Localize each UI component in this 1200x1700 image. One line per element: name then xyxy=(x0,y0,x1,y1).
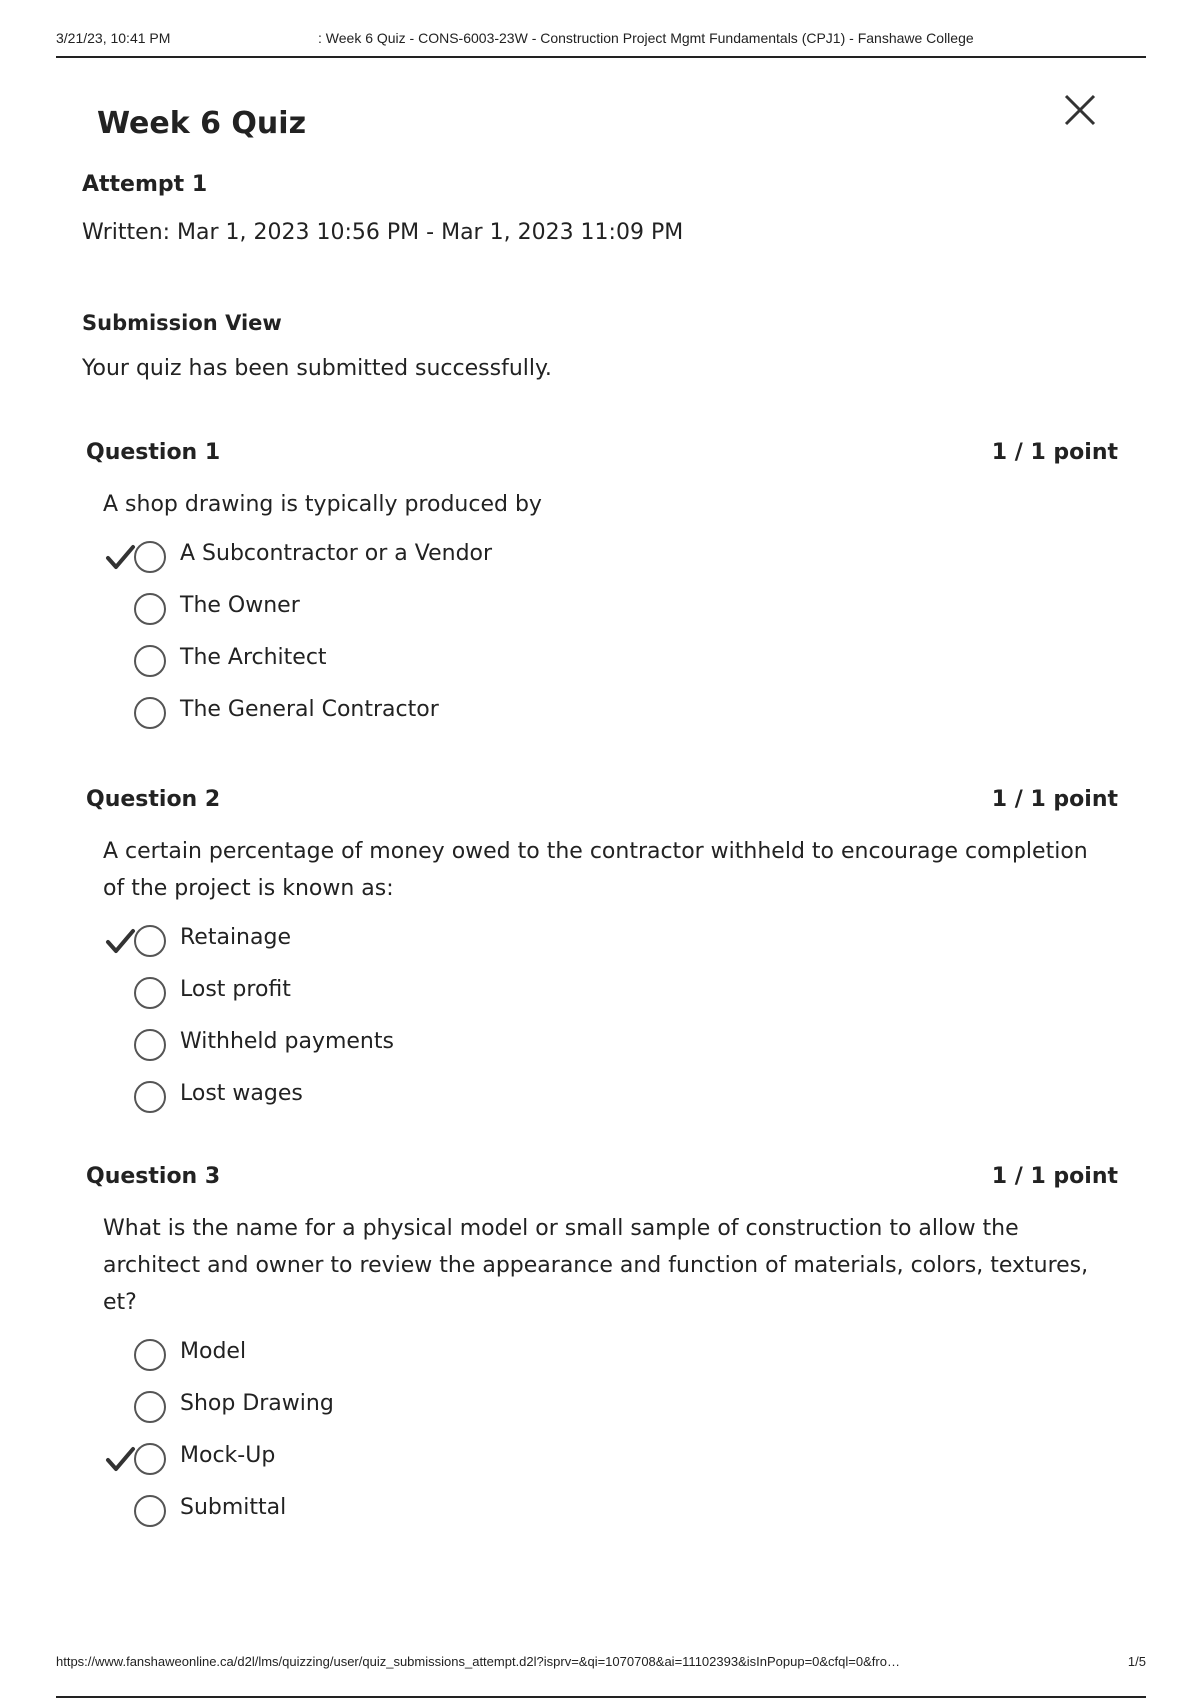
answer-radio[interactable] xyxy=(134,1029,166,1061)
correct-check-icon xyxy=(104,1443,136,1475)
answer-label: Model xyxy=(180,1339,247,1364)
answer-radio[interactable] xyxy=(134,1443,166,1475)
answer-radio[interactable] xyxy=(134,541,166,573)
correct-check-icon xyxy=(104,541,136,573)
question-text: A certain percentage of money owed to the contractor withheld to encourage completion of the project is known as: xyxy=(103,839,1088,901)
bottom-divider xyxy=(56,1696,1146,1698)
answer-option xyxy=(82,1077,1118,1129)
answer-radio[interactable] xyxy=(134,1495,166,1527)
answer-radio[interactable] xyxy=(134,697,166,729)
question-points: 1 / 1 point xyxy=(991,440,1118,465)
answer-option xyxy=(82,1335,1118,1387)
written-timestamp: Written: Mar 1, 2023 10:56 PM - Mar 1, 2023 11:09 PM xyxy=(82,220,684,245)
answer-options xyxy=(82,921,1118,1129)
answer-option xyxy=(82,1439,1118,1491)
question-header xyxy=(82,1164,1118,1198)
question-title: Question 2 xyxy=(86,787,221,812)
submission-message: Your quiz has been submitted successfully. xyxy=(82,356,552,381)
answer-label: Withheld payments xyxy=(180,1029,394,1054)
question-text: A shop drawing is typically produced by xyxy=(103,492,542,517)
answer-option xyxy=(82,1387,1118,1439)
answer-radio[interactable] xyxy=(134,925,166,957)
correct-check-icon xyxy=(104,925,136,957)
answer-label: The General Contractor xyxy=(180,697,439,722)
answer-radio[interactable] xyxy=(134,1339,166,1371)
print-page-title: : Week 6 Quiz - CONS-6003-23W - Construction Project Mgmt Fundamentals (CPJ1) - Fanshawe College xyxy=(318,30,974,46)
close-icon xyxy=(1060,90,1100,130)
answer-label: Shop Drawing xyxy=(180,1391,334,1416)
question-2 xyxy=(82,787,1118,1129)
answer-label: Mock-Up xyxy=(180,1443,276,1468)
question-3 xyxy=(82,1164,1118,1543)
question-points: 1 / 1 point xyxy=(991,787,1118,812)
answer-label: The Owner xyxy=(180,593,300,618)
close-button[interactable] xyxy=(1060,90,1100,130)
question-text: What is the name for a physical model or small sample of construction to allow the architect and owner to review the appearance and function of materials, colors, textures, et? xyxy=(103,1216,1089,1315)
quiz-title: Week 6 Quiz xyxy=(97,106,307,141)
answer-option xyxy=(82,973,1118,1025)
answer-label: Submittal xyxy=(180,1495,287,1520)
page-number: 1/5 xyxy=(1127,1654,1146,1669)
answer-radio[interactable] xyxy=(134,645,166,677)
answer-label: Lost wages xyxy=(180,1081,303,1106)
question-points: 1 / 1 point xyxy=(991,1164,1118,1189)
answer-radio[interactable] xyxy=(134,1391,166,1423)
answer-option xyxy=(82,537,1118,589)
answer-radio[interactable] xyxy=(134,1081,166,1113)
answer-label: Lost profit xyxy=(180,977,291,1002)
question-title: Question 3 xyxy=(86,1164,221,1189)
answer-options xyxy=(82,1335,1118,1543)
question-title: Question 1 xyxy=(86,440,221,465)
answer-label: The Architect xyxy=(180,645,327,670)
print-date: 3/21/23, 10:41 PM xyxy=(56,30,171,46)
answer-option xyxy=(82,641,1118,693)
answer-option xyxy=(82,921,1118,973)
answer-option xyxy=(82,693,1118,745)
answer-label: Retainage xyxy=(180,925,291,950)
attempt-label: Attempt 1 xyxy=(82,172,208,197)
print-url: https://www.fanshaweonline.ca/d2l/lms/quizzing/user/quiz_submissions_attempt.d2l?isprv=&qi=1070708&ai=11102393&isInPopup=0&cfql=0&fro… xyxy=(56,1654,900,1669)
answer-radio[interactable] xyxy=(134,593,166,625)
question-header xyxy=(82,787,1118,821)
answer-label: A Subcontractor or a Vendor xyxy=(180,541,493,566)
answer-option xyxy=(82,1491,1118,1543)
answer-options xyxy=(82,537,1118,745)
question-1 xyxy=(82,440,1118,745)
answer-option xyxy=(82,1025,1118,1077)
question-header xyxy=(82,440,1118,474)
print-header xyxy=(56,30,1146,58)
submission-view-heading: Submission View xyxy=(82,311,282,335)
answer-option xyxy=(82,589,1118,641)
answer-radio[interactable] xyxy=(134,977,166,1009)
